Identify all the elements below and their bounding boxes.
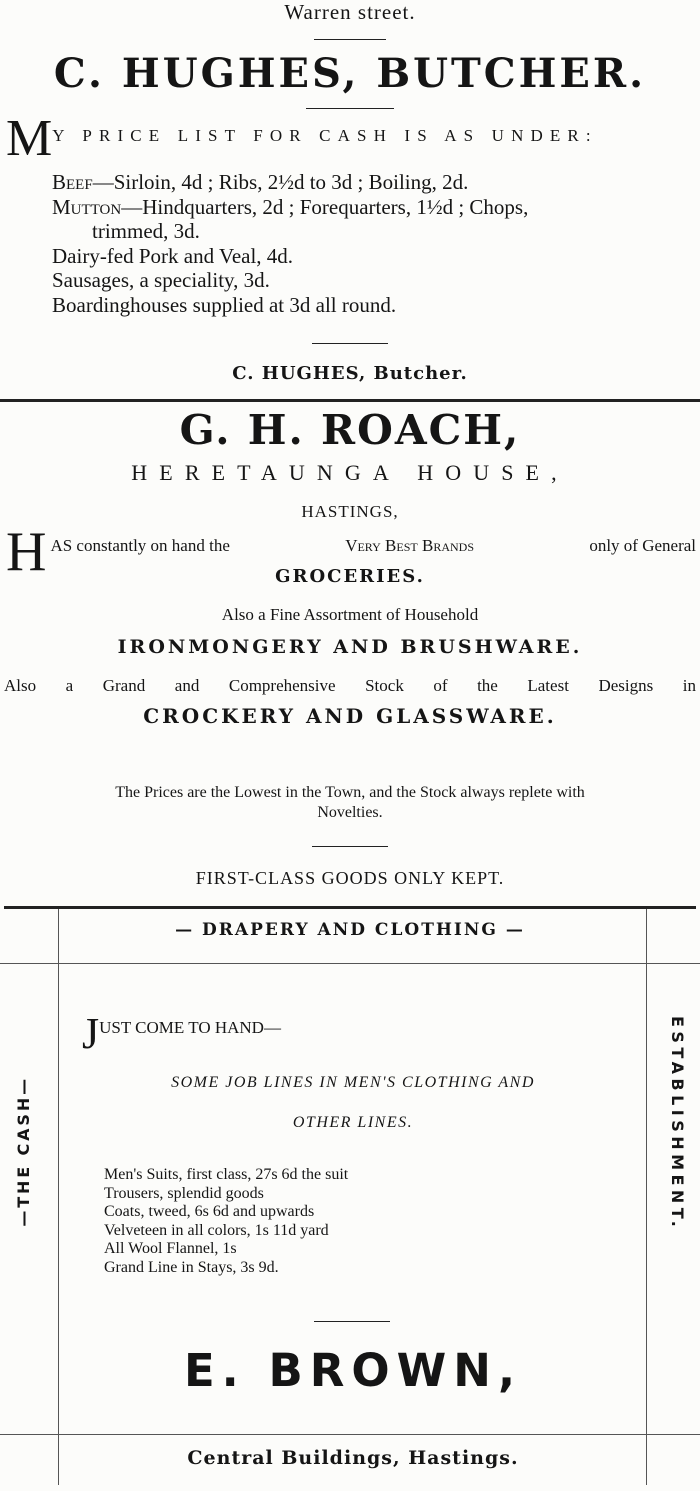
hughes-signature: C. HUGHES, Butcher.	[232, 363, 468, 384]
frame-right-line	[646, 909, 647, 1485]
list-item: Grand Line in Stays, 3s 9d.	[104, 1258, 279, 1276]
has-text-a: AS constantly on hand the	[50, 536, 230, 555]
brown-address: Central Buildings, Hastings.	[187, 1447, 519, 1469]
mutton-line	[52, 195, 528, 220]
hughes-price-list	[52, 170, 528, 317]
list-item: Velveteen in all colors, 1s 11d yard	[104, 1221, 329, 1239]
brown-name: E. BROWN,	[183, 1344, 523, 1397]
groceries-heading: GROCERIES.	[275, 566, 425, 587]
roach-house: HERETAUNGA HOUSE,	[131, 460, 569, 485]
hughes-intro	[6, 110, 696, 167]
section-divider	[0, 399, 700, 402]
the-cash-vertical: —THE CASH—	[14, 1076, 33, 1227]
divider	[312, 343, 388, 344]
list-item: Trousers, splendid goods	[104, 1184, 264, 1202]
dropcap: J	[82, 1009, 100, 1058]
beef-label: Beef	[52, 170, 93, 194]
beef-line	[52, 170, 528, 195]
hughes-street: Warren street.	[284, 0, 416, 24]
also-grand-line: Also a Grand and Comprehensive Stock of the Latest Designs in	[4, 676, 696, 695]
frame-left-line	[58, 909, 59, 1485]
pork-line: Dairy-fed Pork and Veal, 4d.	[52, 243, 294, 268]
roach-town: HASTINGS,	[301, 502, 399, 521]
crockery-heading: CROCKERY AND GLASSWARE.	[143, 704, 557, 728]
beef-text: —Sirloin, 4d ; Ribs, 2½d to 3d ; Boiling, 2d.	[92, 170, 469, 194]
intro-text: Y PRICE LIST FOR CASH IS AS UNDER:	[52, 126, 598, 145]
mutton-label: Mutton	[52, 194, 122, 219]
mutton-line-2: trimmed, 3d.	[92, 219, 200, 243]
just-come-line	[82, 1009, 622, 1058]
clothing-list	[104, 1166, 348, 1277]
roach-title: G. H. ROACH,	[179, 406, 521, 454]
divider	[312, 846, 388, 847]
divider	[306, 108, 394, 109]
list-item: Men's Suits, first class, 27s 6d the suit	[104, 1166, 349, 1183]
list-item: Coats, tweed, 6s 6d and upwards	[104, 1203, 315, 1220]
frame-top-line	[0, 963, 700, 964]
establishment-vertical: ESTABLISHMENT.	[668, 1016, 687, 1232]
section-divider	[4, 906, 696, 909]
mutton-text: —Hindquarters, 2d ; Forequarters, 1½d ; Chops,	[121, 194, 529, 219]
job-lines-2: OTHER LINES.	[292, 1114, 414, 1131]
has-text-sc: Very Best Brands	[345, 536, 474, 555]
first-class-line: FIRST-CLASS GOODS ONLY KEPT.	[195, 868, 505, 888]
sausages-line: Sausages, a speciality, 3d.	[52, 268, 270, 292]
just-come-text: UST COME TO HAND—	[99, 1018, 281, 1037]
prices-line-2: Novelties.	[317, 804, 383, 821]
also-fine-line: Also a Fine Assortment of Household	[221, 605, 479, 624]
drapery-heading: — DRAPERY AND CLOTHING —	[175, 920, 525, 940]
ironmongery-heading: IRONMONGERY AND BRUSHWARE.	[117, 636, 583, 658]
divider	[314, 1321, 390, 1322]
divider	[314, 39, 386, 40]
job-lines-1: SOME JOB LINES IN MEN'S CLOTHING AND	[171, 1074, 535, 1091]
prices-line: The Prices are the Lowest in the Town, and the Stock always replete with	[115, 784, 585, 801]
has-text-b: only of General	[589, 536, 696, 555]
prices-text	[0, 783, 700, 823]
frame-bottom-line	[0, 1434, 700, 1435]
boarding-line: Boardinghouses supplied at 3d all round.	[52, 292, 397, 317]
list-item: All Wool Flannel, 1s	[104, 1240, 237, 1257]
hughes-title: C. HUGHES, BUTCHER.	[53, 50, 647, 97]
has-text	[46, 530, 696, 556]
dropcap: M	[6, 110, 53, 167]
dropcap: H	[6, 521, 47, 583]
